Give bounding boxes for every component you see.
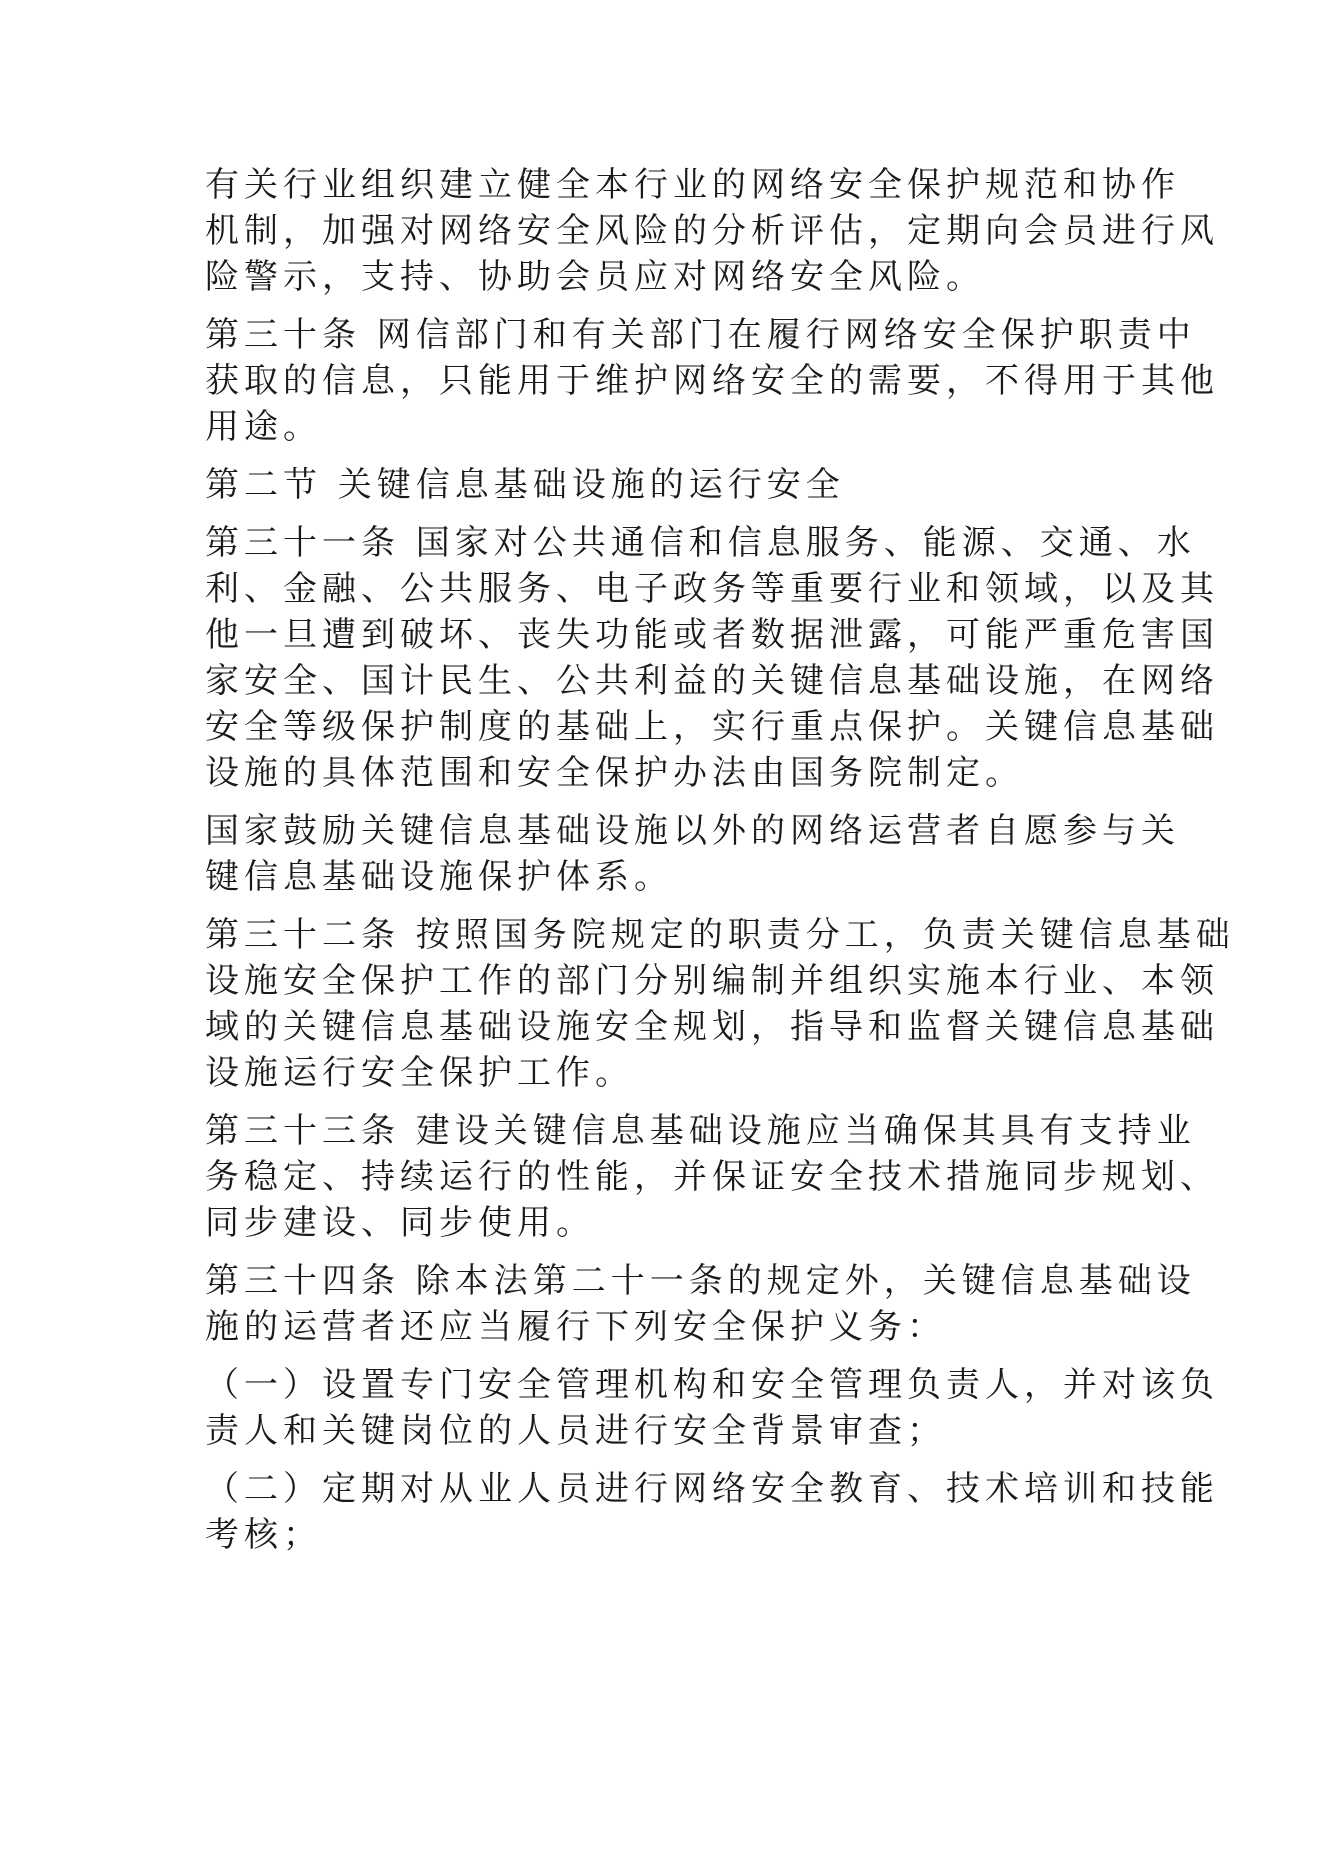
text-line: 责人和关键岗位的人员进行安全背景审查； bbox=[205, 1411, 946, 1451]
text-line: 安全等级保护制度的基础上，实行重点保护。关键信息基础 bbox=[205, 707, 1219, 747]
article-34-item-1 bbox=[205, 1362, 1219, 1454]
section-heading bbox=[205, 462, 1135, 508]
text-line: 第二节 关键信息基础设施的运行安全 bbox=[205, 465, 845, 505]
text-line: 机制，加强对网络安全风险的分析评估，定期向会员进行风 bbox=[205, 211, 1219, 251]
text-line: 第三十条 网信部门和有关部门在履行网络安全保护职责中 bbox=[205, 315, 1196, 355]
text-line: 务稳定、持续运行的性能，并保证安全技术措施同步规划、 bbox=[205, 1157, 1219, 1197]
article-31 bbox=[205, 520, 1219, 796]
text-line: 用途。 bbox=[205, 407, 322, 447]
text-line: 第三十四条 除本法第二十一条的规定外，关键信息基础设 bbox=[205, 1261, 1196, 1301]
text-line: 获取的信息，只能用于维护网络安全的需要，不得用于其他 bbox=[205, 361, 1219, 401]
text-line: 域的关键信息基础设施安全规划，指导和监督关键信息基础 bbox=[205, 1007, 1219, 1047]
article-34-item-2 bbox=[205, 1466, 1219, 1558]
text-line: 他一旦遭到破坏、丧失功能或者数据泄露，可能严重危害国 bbox=[205, 615, 1219, 655]
text-line: 施的运营者还应当履行下列安全保护义务： bbox=[205, 1307, 946, 1347]
text-line: 键信息基础设施保护体系。 bbox=[205, 857, 673, 897]
article-33 bbox=[205, 1108, 1219, 1246]
document-body bbox=[205, 162, 1235, 1570]
text-line: 有关行业组织建立健全本行业的网络安全保护规范和协作 bbox=[205, 165, 1180, 205]
text-line: （一）设置专门安全管理机构和安全管理负责人，并对该负 bbox=[205, 1365, 1219, 1405]
paragraph-industry-organizations bbox=[205, 162, 1219, 300]
text-line: 设施运行安全保护工作。 bbox=[205, 1053, 634, 1093]
text-line: 家安全、国计民生、公共利益的关键信息基础设施，在网络 bbox=[205, 661, 1219, 701]
text-line: 设施安全保护工作的部门分别编制并组织实施本行业、本领 bbox=[205, 961, 1219, 1001]
text-line: 设施的具体范围和安全保护办法由国务院制定。 bbox=[205, 753, 1024, 793]
text-line: 第三十一条 国家对公共通信和信息服务、能源、交通、水 bbox=[205, 523, 1196, 563]
article-31-encouragement bbox=[205, 808, 1180, 900]
text-line: 第三十二条 按照国务院规定的职责分工，负责关键信息基础 bbox=[205, 915, 1235, 955]
text-line: 考核； bbox=[205, 1515, 322, 1555]
text-line: 利、金融、公共服务、电子政务等重要行业和领域，以及其 bbox=[205, 569, 1219, 609]
text-line: （二）定期对从业人员进行网络安全教育、技术培训和技能 bbox=[205, 1469, 1219, 1509]
article-32 bbox=[205, 912, 1235, 1096]
article-30 bbox=[205, 312, 1219, 450]
text-line: 险警示，支持、协助会员应对网络安全风险。 bbox=[205, 257, 985, 297]
article-34 bbox=[205, 1258, 1196, 1350]
text-line: 第三十三条 建设关键信息基础设施应当确保其具有支持业 bbox=[205, 1111, 1196, 1151]
text-line: 同步建设、同步使用。 bbox=[205, 1203, 595, 1243]
text-line: 国家鼓励关键信息基础设施以外的网络运营者自愿参与关 bbox=[205, 811, 1180, 851]
